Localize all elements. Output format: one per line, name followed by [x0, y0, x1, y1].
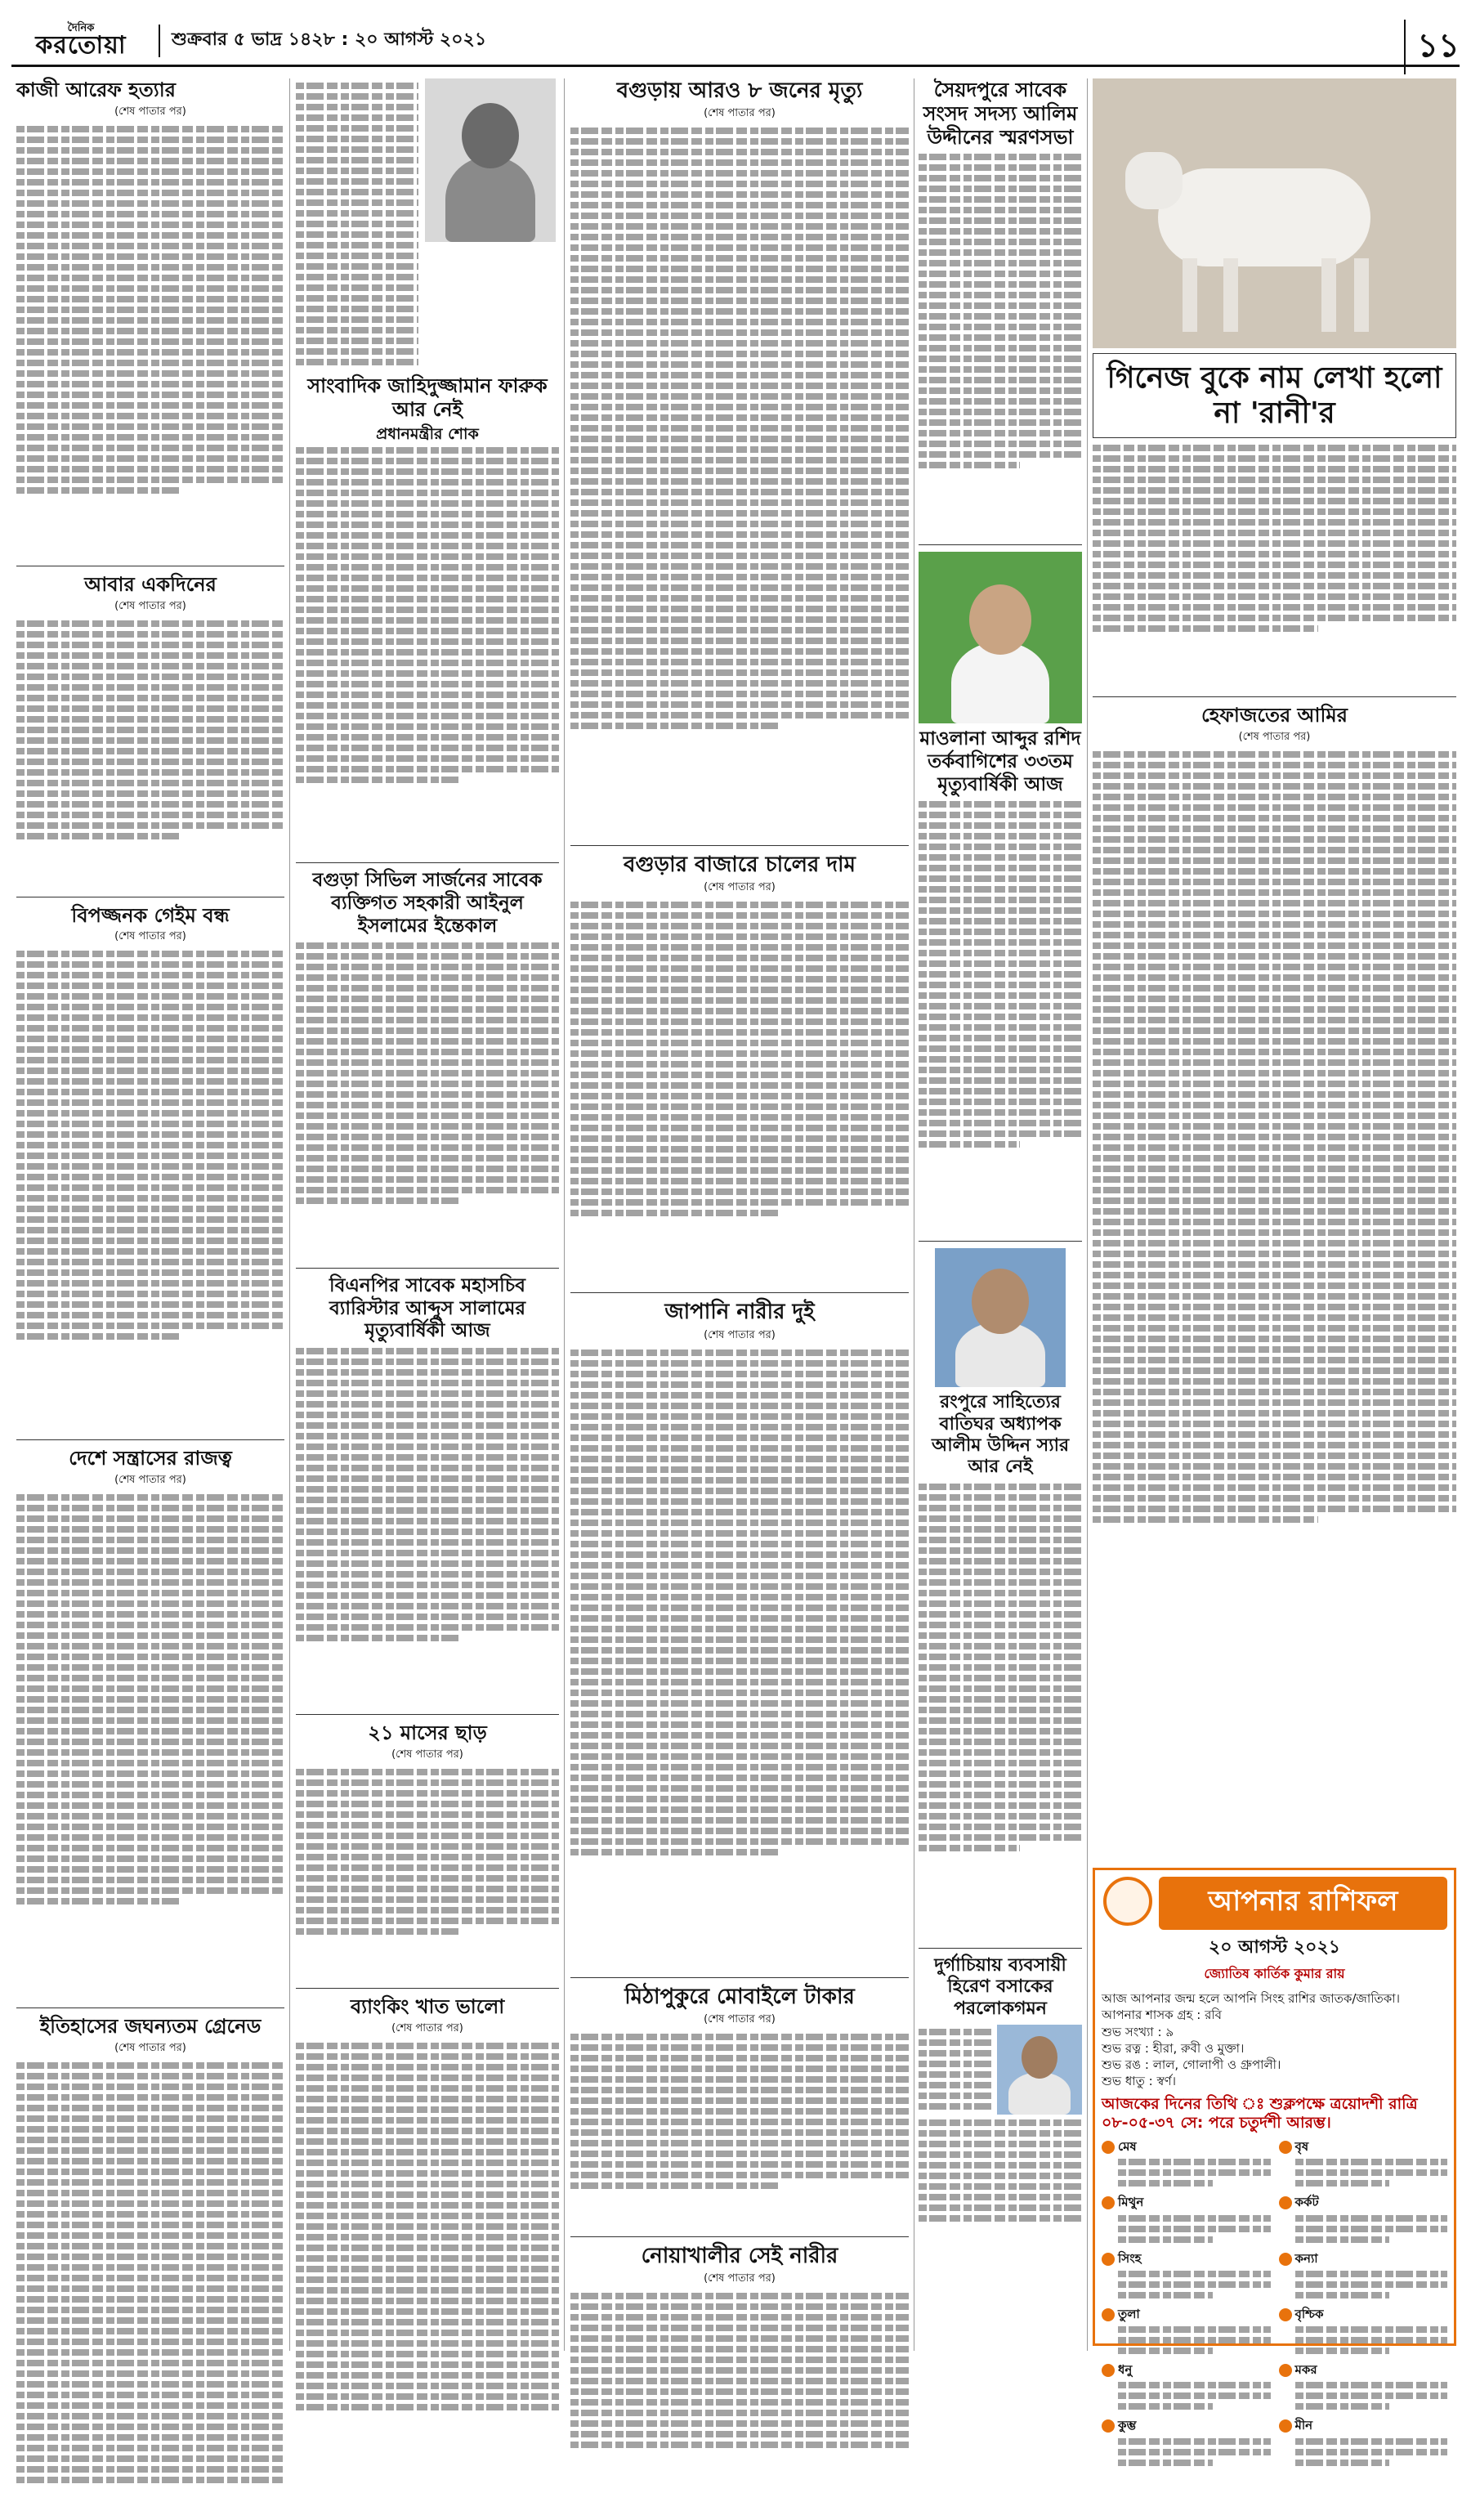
zodiac-sign-name: সিংহ [1118, 2250, 1142, 2266]
article-body [570, 2293, 909, 2481]
portrait-photo [997, 2025, 1082, 2115]
continued-note: (শেষ পাতার পর) [1238, 731, 1311, 744]
zodiac-sign-icon [1102, 2364, 1115, 2377]
horoscope-intro: আজ আপনার জন্ম হলে আপনি সিংহ রাশির জাতক/জাতিকা। [1102, 1991, 1400, 2006]
zodiac-sign-icon [1279, 2308, 1292, 2321]
issue-date: শুক্রবার ৫ ভাদ্র ১৪২৮ : ২০ আগস্ট ২০২১ [159, 25, 486, 57]
article-headline: সাংবাদিক জাহিদুজ্জামান ফারুক আর নেই [307, 374, 548, 421]
portrait-photo [425, 78, 556, 242]
zodiac-sign-entry [1102, 2250, 1271, 2303]
article-headline: বিপজ্জনক গেইম বন্ধ [71, 903, 230, 927]
sign-grid [1102, 2138, 1447, 2470]
newspaper-logo [11, 18, 150, 64]
masthead [11, 16, 1460, 67]
column-rule [564, 78, 565, 2351]
zodiac-sign-entry [1102, 2194, 1271, 2246]
continued-note: (শেষ পাতার পর) [391, 2021, 463, 2034]
column-4 [919, 78, 1082, 2351]
cow-photo [1093, 78, 1456, 348]
column-rule [1087, 78, 1088, 2351]
article-headline: ব্যাংকিং খাত ভালো [350, 1994, 505, 2018]
zodiac-sign-name: মিথুন [1118, 2195, 1144, 2210]
article-body [1093, 445, 1456, 690]
zodiac-sign-icon [1102, 2308, 1115, 2321]
article-headline: কাজী আরেফ হত্যার [16, 78, 176, 101]
detail-value: স্বর্ণ। [1156, 2074, 1177, 2089]
article-headline: আবার একদিনের [84, 572, 217, 596]
detail-key: শুভ সংখ্যা [1102, 2024, 1154, 2039]
horoscope-title: আপনার রাশিফল [1159, 1877, 1447, 1930]
article-headline: নোয়াখালীর সেই নারীর [641, 2243, 838, 2268]
detail-key: শুভ রত্ন [1102, 2040, 1142, 2056]
article-body [296, 1348, 559, 1708]
zodiac-sign-name: কুম্ভ [1118, 2418, 1137, 2433]
detail-value: ৯ [1165, 2024, 1174, 2039]
article-headline: বগুড়ার বাজারে চালের দাম [624, 853, 856, 878]
zodiac-sign-entry [1279, 2194, 1448, 2246]
zodiac-sign-name: বৃশ্চিক [1294, 2306, 1324, 2321]
article-body [296, 447, 559, 856]
detail-value: লাল, গোলাপী ও গ্রুপালী। [1152, 2057, 1281, 2072]
article-headline: জাপানি নারীর দুই [664, 1300, 815, 1325]
zodiac-sign-icon [1102, 2196, 1115, 2209]
article-body [919, 1484, 1082, 1941]
zodiac-wheel-icon [1103, 1877, 1152, 1926]
article-body [296, 942, 559, 1261]
article-headline: সৈয়দপুরে সাবেক সংসদ সদস্য আলিম উদ্দীনের স্মরণসভা [923, 78, 1078, 149]
article-headline: বিএনপির সাবেক মহাসচিব ব্যারিস্টার আব্দুস সালামের মৃত্যুবার্ষিকী আজ [329, 1275, 526, 1342]
detail-key: শুভ রঙ [1102, 2057, 1142, 2072]
logo-small-text: দৈনিক [67, 22, 95, 34]
zodiac-sign-entry [1102, 2361, 1271, 2414]
article-headline: দুর্গাচিয়ায় ব্যবসায়ী হিরেণ বসাকের পরলোকগমন [934, 1954, 1066, 2019]
detail-value: হীরা, রুবী ও মুক্তা। [1152, 2040, 1245, 2056]
zodiac-sign-entry [1102, 2417, 1271, 2469]
zodiac-sign-entry [1279, 2250, 1448, 2303]
zodiac-sign-icon [1279, 2253, 1292, 2266]
zodiac-sign-icon [1102, 2253, 1115, 2266]
continued-note: (শেষ পাতার পর) [391, 1748, 463, 1761]
zodiac-sign-name: কর্কট [1294, 2195, 1319, 2210]
article-body [296, 1769, 559, 1981]
zodiac-sign-icon [1279, 2196, 1292, 2209]
continued-note: (শেষ পাতার পর) [114, 930, 186, 943]
continued-note: (শেষ পাতার পর) [114, 1474, 186, 1487]
logo-big-text: করতোয়া [35, 31, 127, 60]
horoscope-detail-row: শুভ ধাতু : স্বর্ণ। [1102, 2074, 1177, 2089]
article-headline: হেফাজতের আমির [1201, 704, 1348, 727]
article-body [16, 1494, 284, 2001]
zodiac-sign-icon [1102, 2141, 1115, 2154]
horoscope-details [1102, 2007, 1447, 2089]
column-5 [1093, 78, 1456, 1860]
page-number: ১১ [1404, 20, 1460, 74]
article-headline: রংপুরে সাহিত্যের বাতিঘর অধ্যাপক আলীম উদ্দিন স্যার আর নেই [931, 1392, 1070, 1478]
zodiac-sign-name: মীন [1294, 2418, 1313, 2433]
zodiac-sign-name: কন্যা [1294, 2250, 1318, 2266]
article-body [919, 154, 1082, 538]
continued-note: (শেষ পাতার পর) [114, 105, 186, 118]
horoscope-detail-row: শুভ রঙ : লাল, গোলাপী ও গ্রুপালী। [1102, 2057, 1281, 2072]
portrait-photo [935, 1248, 1066, 1387]
continued-note: (শেষ পাতার পর) [114, 599, 186, 612]
column-1 [16, 78, 284, 2351]
article-body [570, 1350, 909, 1971]
portrait-photo [919, 552, 1082, 723]
column-2 [296, 78, 559, 2351]
tithi-text: আজকের দিনের তিথি ঃ শুক্লপক্ষে ত্রয়োদশী রাত্রি ০৮-০৫-৩৭ সে: পরে চতুর্দশী আরম্ভ। [1102, 2094, 1418, 2133]
horoscope-detail-row: শুভ সংখ্যা : ৯ [1102, 2024, 1174, 2039]
detail-key: আপনার শাসক গ্রহ [1102, 2007, 1193, 2023]
continued-note: (শেষ পাতার পর) [114, 2041, 186, 2054]
article-headline: ইতিহাসের জঘন্যতম গ্রেনেড [39, 2015, 262, 2039]
article-body [16, 951, 284, 1433]
article-headline: বগুড়া সিভিল সার্জনের সাবেক ব্যক্তিগত সহকারী আইনুল ইসলামের ইন্তেকাল [312, 870, 543, 937]
article-body [1093, 751, 1456, 1691]
zodiac-sign-icon [1279, 2141, 1292, 2154]
zodiac-sign-entry [1279, 2361, 1448, 2414]
column-3 [570, 78, 909, 2351]
zodiac-sign-entry [1279, 2306, 1448, 2358]
continued-note: (শেষ পাতার পর) [704, 2012, 776, 2025]
article-headline: বগুড়ায় আরও ৮ জনের মৃত্যু [616, 78, 863, 103]
article-body [16, 620, 284, 890]
article-body [919, 801, 1082, 1234]
article-body [570, 2034, 909, 2230]
zodiac-sign-name: তুলা [1118, 2306, 1140, 2321]
horoscope-box [1093, 1868, 1456, 2433]
column-rule [289, 78, 290, 2351]
article-headline: দেশে সন্ত্রাসের রাজত্ব [69, 1447, 232, 1470]
continued-note: (শেষ পাতার পর) [704, 2272, 776, 2285]
article-headline: মাওলানা আব্দুর রশিদ তর্কবাগিশের ৩৩তম মৃত্যুবার্ষিকী আজ [919, 728, 1081, 795]
article-body [570, 902, 909, 1286]
continued-note: (শেষ পাতার পর) [704, 107, 776, 120]
zodiac-sign-entry [1102, 2138, 1271, 2191]
horoscope-detail-row: আপনার শাসক গ্রহ : রবি [1102, 2007, 1223, 2023]
zodiac-sign-icon [1279, 2364, 1292, 2377]
detail-key: শুভ ধাতু [1102, 2074, 1145, 2089]
article-body [570, 128, 909, 839]
zodiac-sign-name: ধনু [1118, 2362, 1133, 2377]
zodiac-sign-entry [1279, 2138, 1448, 2191]
astrologer-name: জ্যোতিষ কার্তিক কুমার রায় [1204, 1966, 1345, 1981]
article-body [296, 2043, 559, 2500]
zodiac-sign-name: মকর [1294, 2362, 1317, 2377]
zodiac-sign-entry [1102, 2306, 1271, 2358]
article-headline: মিঠাপুকুরে মোবাইলে টাকার [624, 1984, 855, 2009]
zodiac-sign-icon [1279, 2419, 1292, 2433]
horoscope-date: ২০ আগস্ট ২০২১ [1208, 1937, 1341, 1958]
zodiac-sign-icon [1102, 2419, 1115, 2433]
article-body [16, 126, 284, 559]
continued-note: (শেষ পাতার পর) [704, 1328, 776, 1341]
horoscope-detail-row: শুভ রত্ন : হীরা, রুবী ও মুক্তা। [1102, 2040, 1245, 2056]
article-body [919, 2119, 1082, 2242]
feature-headline: গিনেজ বুকে নাম লেখা হলো না 'রানী'র [1107, 361, 1442, 431]
article-subheadline: প্রধানমন্ত্রীর শোক [376, 424, 479, 443]
continued-note: (শেষ পাতার পর) [704, 881, 776, 894]
zodiac-sign-entry [1279, 2417, 1448, 2469]
article-body [16, 2062, 284, 2520]
detail-value: রবি [1205, 2007, 1223, 2023]
zodiac-sign-name: মেষ [1118, 2139, 1137, 2154]
article-headline: ২১ মাসের ছাড় [368, 1721, 487, 1744]
zodiac-sign-name: বৃষ [1294, 2139, 1309, 2154]
